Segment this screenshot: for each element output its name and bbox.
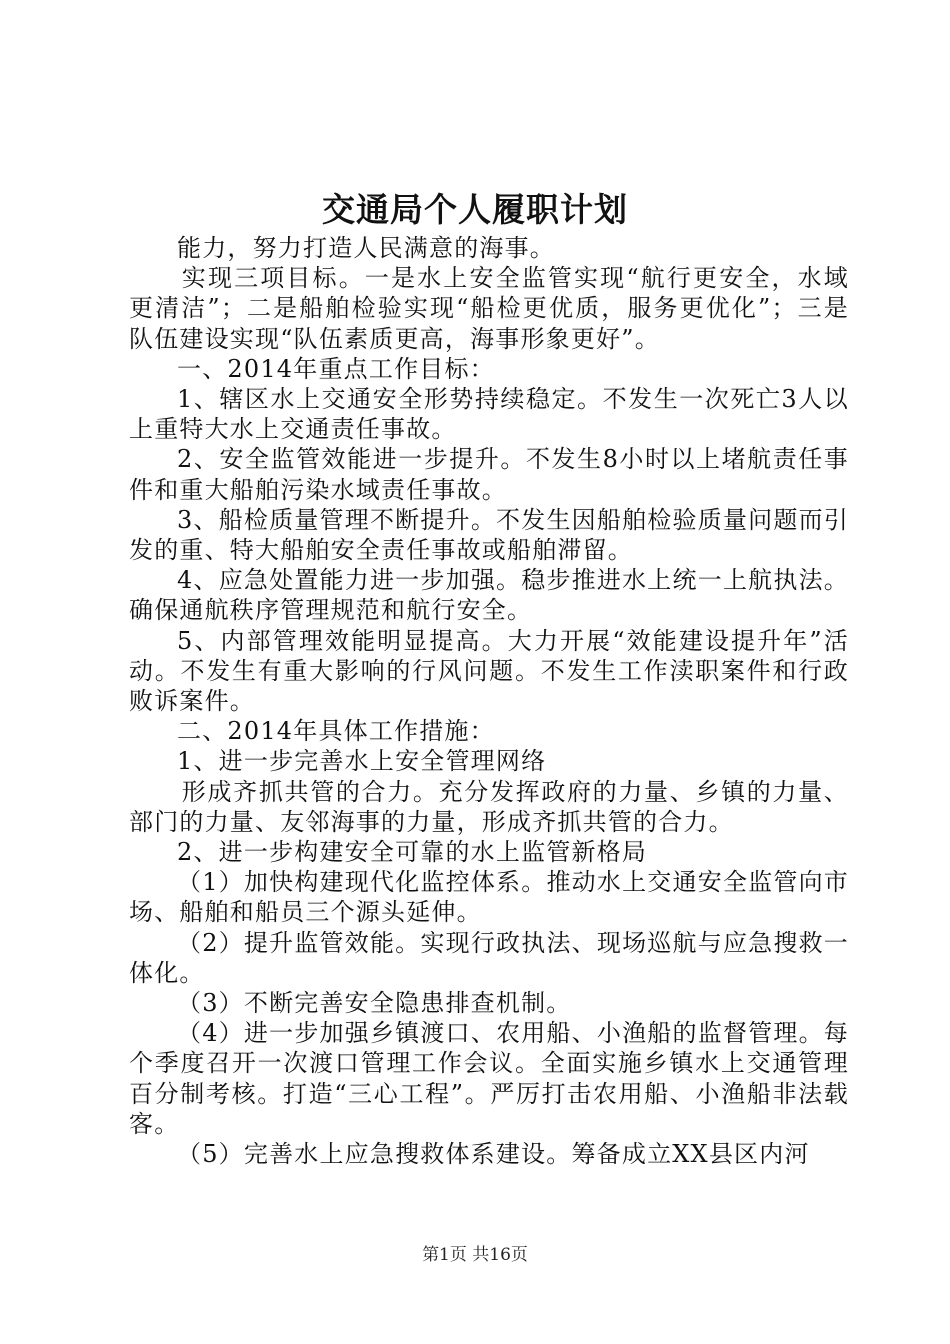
paragraph: （2）提升监管效能。实现行政执法、现场巡航与应急搜救一体化。 (129, 928, 849, 987)
document-title: 交通局个人履职计划 (322, 190, 628, 229)
subsection-heading: 1、进一步完善水上安全管理网络 (177, 747, 547, 776)
paragraph: 能力，努力打造人民满意的海事。 (177, 234, 555, 262)
section-heading: 二、2014年具体工作措施： (177, 717, 495, 746)
paragraph: （5）完善水上应急搜救体系建设。筹备成立XX县区内河 (177, 1140, 810, 1169)
paragraph: 3、船检质量管理不断提升。不发生因船舶检验质量问题而引发的重、特大船舶安全责任事故或船舶滞留。 (129, 505, 849, 565)
paragraph: 实现三项目标。一是水上安全监管实现“航行更安全，水域更清洁”；二是船舶检验实现“船检更优质，服务更优化”；三是队伍建设实现“队伍素质更高，海事形象更好”。 (129, 264, 849, 353)
page-number-footer: 第1页 共16页 (422, 1245, 528, 1265)
paragraph: 2、安全监管效能进一步提升。不发生8小时以上堵航责任事件和重大船舶污染水域责任事故。 (129, 445, 849, 504)
paragraph: （1）加快构建现代化监控体系。推动水上交通安全监管向市场、船舶和船员三个源头延伸。 (129, 868, 849, 927)
paragraph: （4）进一步加强乡镇渡口、农用船、小渔船的监督管理。每个季度召开一次渡口管理工作会议。全面实施乡镇水上交通管理百分制考核。打造“三心工程”。严厉打击农用船、小渔船非法载客。 (129, 1019, 849, 1138)
paragraph: 形成齐抓共管的合力。充分发挥政府的力量、乡镇的力量、部门的力量、友邻海事的力量，形成齐抓共管的合力。 (129, 777, 849, 836)
paragraph: 1、辖区水上交通安全形势持续稳定。不发生一次死亡3人以上重特大水上交通责任事故。 (129, 385, 849, 444)
paragraph: 4、应急处置能力进一步加强。稳步推进水上统一上航执法。确保通航秩序管理规范和航行安全。 (129, 566, 849, 625)
paragraph: （3）不断完善安全隐患排查机制。 (177, 989, 572, 1018)
document-body (129, 233, 849, 1169)
paragraph: 5、内部管理效能明显提高。大力开展“效能建设提升年”活动。不发生有重大影响的行风问题。不发生工作渎职案件和行政败诉案件。 (129, 626, 849, 716)
subsection-heading: 2、进一步构建安全可靠的水上监管新格局 (177, 838, 648, 867)
section-heading: 一、2014年重点工作目标： (177, 354, 495, 383)
